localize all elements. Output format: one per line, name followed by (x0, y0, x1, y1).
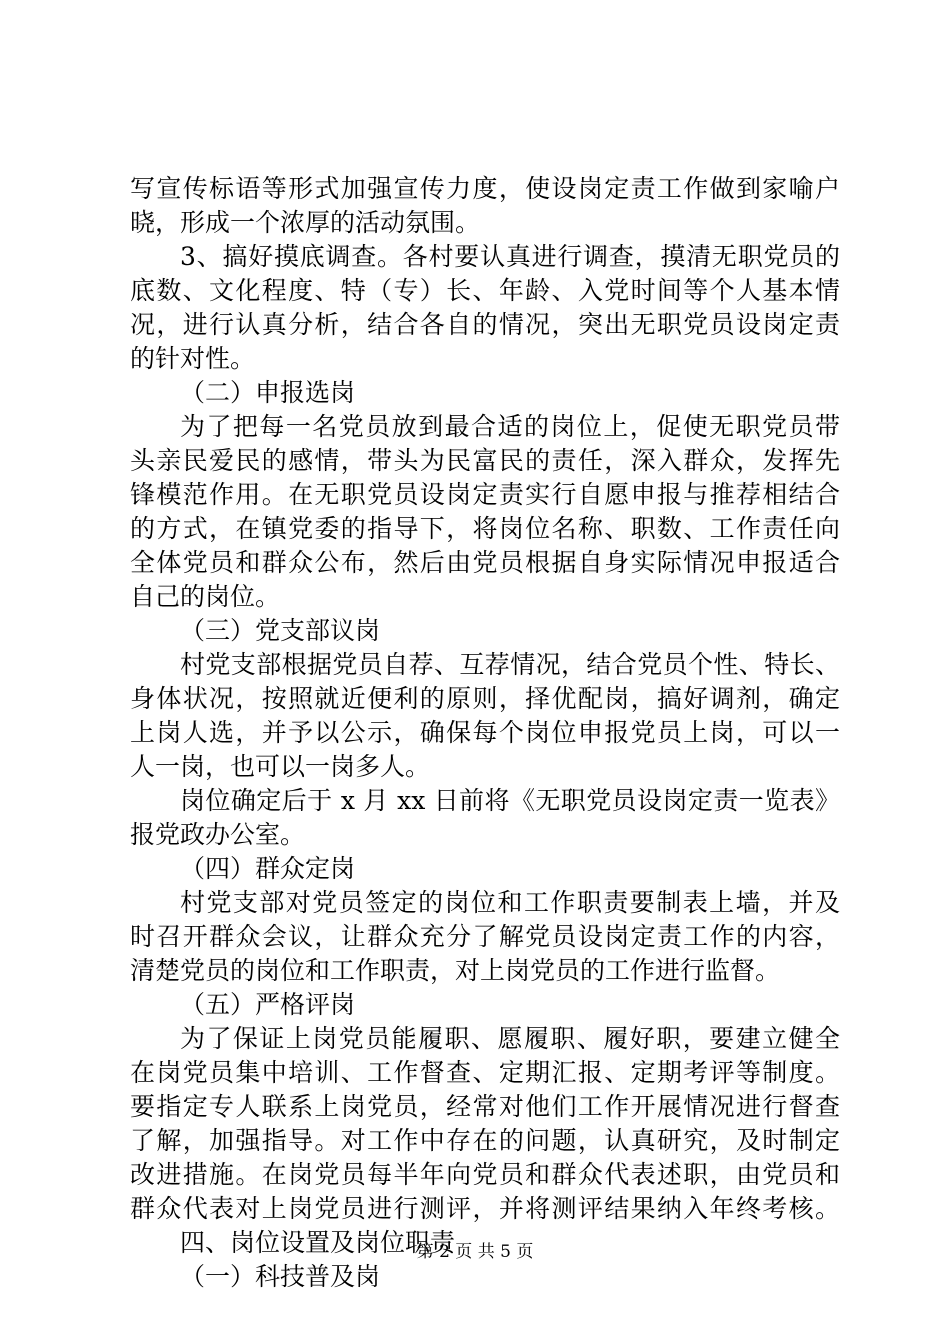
body-line: 群众代表对上岗党员进行测评，并将测评结果纳入年终考核。 (130, 1194, 840, 1223)
body-line: 全体党员和群众公布，然后由党员根据自身实际情况申报适合 (130, 548, 840, 577)
body-line: 在岗党员集中培训、工作督查、定期汇报、定期考评等制度。 (130, 1058, 840, 1087)
body-line: 清楚党员的岗位和工作职责，对上岗党员的工作进行监督。 (130, 956, 781, 985)
body-line: 村党支部根据党员自荐、互荐情况，结合党员个性、特长、 (180, 650, 840, 679)
body-line: 为了保证上岗党员能履职、愿履职、履好职，要建立健全 (180, 1024, 840, 1053)
section-heading: （四）群众定岗 (180, 854, 356, 883)
body-line: 写宣传标语等形式加强宣传力度，使设岗定责工作做到家喻户 (130, 174, 840, 203)
body-line: 自己的岗位。 (130, 582, 281, 611)
body-line: 岗位确定后于 x 月 xx 日前将《无职党员设岗定责一览表》 (180, 786, 840, 815)
body-line: 锋模范作用。在无职党员设岗定责实行自愿申报与推荐相结合 (130, 480, 840, 509)
body-line: 要指定专人联系上岗党员，经常对他们工作开展情况进行督查 (130, 1092, 840, 1121)
page-number-footer: 第 2 页 共 5 页 (416, 1242, 534, 1262)
section-heading: （一）科技普及岗 (180, 1262, 381, 1291)
body-line: 3、搞好摸底调查。各村要认真进行调查，摸清无职党员的 (180, 242, 840, 271)
body-line: 的针对性。 (130, 344, 256, 373)
body-line: 村党支部对党员签定的岗位和工作职责要制表上墙，并及 (180, 888, 840, 917)
body-line: 的方式，在镇党委的指导下，将岗位名称、职数、工作责任向 (130, 514, 840, 543)
body-line: 上岗人选，并予以公示，确保每个岗位申报党员上岗，可以一 (130, 718, 840, 747)
section-heading: （五）严格评岗 (180, 990, 356, 1019)
body-line: 改进措施。在岗党员每半年向党员和群众代表述职，由党员和 (130, 1160, 840, 1189)
body-line: 人一岗，也可以一岗多人。 (130, 752, 431, 781)
body-line: 底数、文化程度、特（专）长、年龄、入党时间等个人基本情 (130, 276, 840, 305)
body-line: 了解，加强指导。对工作中存在的问题，认真研究，及时制定 (130, 1126, 840, 1155)
body-line: 报党政办公室。 (130, 820, 306, 849)
body-line: 身体状况，按照就近便利的原则，择优配岗，搞好调剂，确定 (130, 684, 840, 713)
body-line: 况，进行认真分析，结合各自的情况，突出无职党员设岗定责 (130, 310, 840, 339)
body-line: 晓，形成一个浓厚的活动氛围。 (130, 208, 481, 237)
document-body (130, 172, 840, 1294)
body-line: 头亲民爱民的感情，带头为民富民的责任，深入群众，发挥先 (130, 446, 840, 475)
body-line: 为了把每一名党员放到最合适的岗位上，促使无职党员带 (180, 412, 840, 441)
section-heading: （二）申报选岗 (180, 378, 356, 407)
section-heading: （三）党支部议岗 (180, 616, 381, 645)
body-line: 时召开群众会议，让群众充分了解党员设岗定责工作的内容， (130, 922, 840, 951)
section-heading: 四、岗位设置及岗位职责 (180, 1228, 456, 1257)
